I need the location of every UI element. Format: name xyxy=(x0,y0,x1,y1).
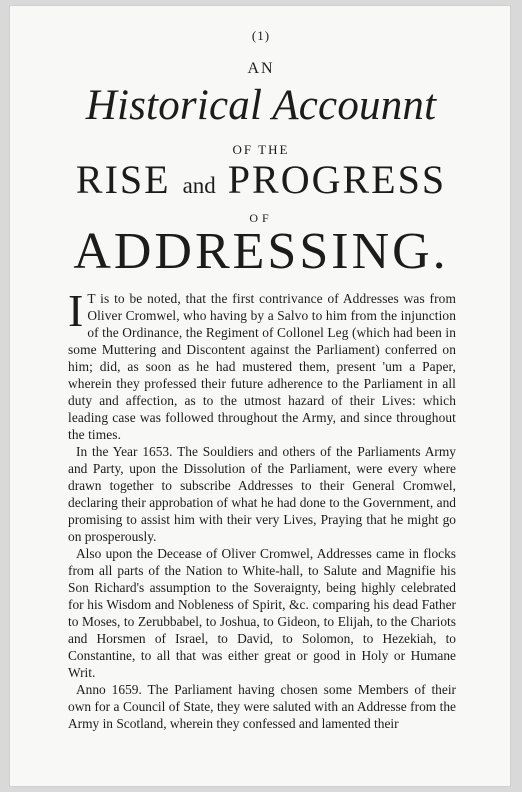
title-historical-account: Historical Accounnt xyxy=(85,82,437,129)
paragraph-4: Anno 1659. The Parliament having chosen some Members of their own for a Council of State, they were saluted with an Addresse from the Army in Scotland, wherein they confessed and lamented their xyxy=(68,682,456,731)
paragraph-3: Also upon the Decease of Oliver Cromwel, Addresses came in flocks from all parts of the Nation to White-hall, to Salute and Magnifie his Son Richard's assumption to the Soveraignty, being highly celebrated for his Wisdom and Nobleness of Spirit, &c. comparing his dead Father to Moses, to Zerubbabel, to Joshua, to Gideon, to Elijah, to the Chariots and Horsmen of Israel, to David, to Solomon, to Hezekiah, to Constantine, to all that was either great or good in Holy or Humane Writ. xyxy=(68,546,456,680)
drop-cap: I xyxy=(68,285,84,336)
title-progress: PROGRESS xyxy=(227,157,447,202)
title-rise: RISE xyxy=(75,157,171,202)
title-rise-and-progress xyxy=(0,157,522,202)
page-number: (1) xyxy=(251,28,271,43)
title-and: and xyxy=(182,173,216,198)
title-addressing: ADDRESSING. xyxy=(73,223,449,280)
title-an: AN xyxy=(247,60,275,77)
body-text xyxy=(68,285,457,732)
paragraph-1-text: T is to be noted, that the first contrivance of Addresses was from Oliver Cromwel, who having by a Salvo to him from the injunction of the Ordinance, the Regiment of Collonel Leg (which had been in some Muttering and Discontent against the Parliament) conferred on him; did, as soon as he had mustered them, present 'um a Paper, wherein they professed their future adherence to the Parliament in all duty and affection, as to the utmost hazard of their Lives: which leading case was followed throughout the Army, and since throughout the times. xyxy=(68,291,457,442)
title-of: OF xyxy=(249,211,273,225)
paragraph-2: In the Year 1653. The Souldiers and others of the Parliaments Army and Party, upon the Dissolution of the Parliament, were every where drawn together to subscribe Addresses to their General Cromwel, declaring their approbation of what he had done to the Government, and promising to assist him with their very Lives, Praying that he might go on prosperously. xyxy=(68,444,456,544)
title-of-the: OF THE xyxy=(232,142,290,157)
paragraph-1 xyxy=(68,285,457,443)
